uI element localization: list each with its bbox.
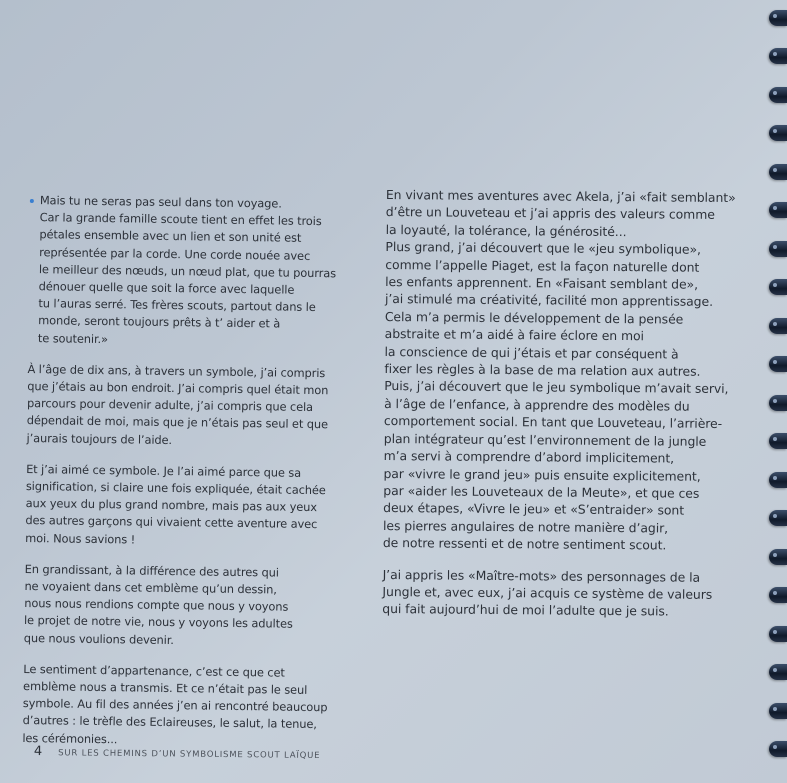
text-line: Puis, j’ai découvert que le jeu symbolique m’avait servi, xyxy=(384,378,729,397)
text-line: comme l’appelle Piaget, est la façon naturelle dont xyxy=(385,256,700,275)
text-line: Le sentiment d’appartenance, c’est ce que cet xyxy=(23,661,285,680)
text-line: le meilleur des nœuds, un nœud plat, que tu pourras xyxy=(38,261,337,281)
text-line: qui fait aujourd’hui de moi l’adulte que je suis. xyxy=(382,601,669,619)
running-title: SUR LES CHEMINS D’UN SYMBOLISME SCOUT LAÏQUE xyxy=(58,748,321,761)
text-line: pétales ensemble avec un lien et son unité est xyxy=(39,227,302,246)
text-line: nous nous rendions compte que nous y voyons xyxy=(24,596,289,614)
binding-ring-icon xyxy=(769,241,787,257)
text-line: la conscience de qui j’étais et par conséquent à xyxy=(384,343,679,362)
binding-ring-icon xyxy=(769,472,787,488)
text-line: te soutenir.» xyxy=(37,330,109,346)
spiral-binding xyxy=(765,0,787,783)
binding-ring-icon xyxy=(769,10,787,26)
text-line: à l’âge de l’enfance, à apprendre des modèles du xyxy=(384,395,690,414)
text-line: Mais tu ne seras pas seul dans ton voyage. xyxy=(39,193,282,211)
text-line: deux étapes, «Vivre le jeu» et «S’entraider» sont xyxy=(383,500,685,518)
paragraph-belonging xyxy=(22,661,353,752)
paragraph-age-ten xyxy=(26,361,357,452)
paragraph-maitre-mots xyxy=(382,566,712,621)
page-footer xyxy=(34,744,321,762)
text-line: de notre ressenti et de notre sentiment scout. xyxy=(382,535,667,553)
binding-ring-icon xyxy=(769,125,787,141)
binding-ring-icon xyxy=(769,318,787,334)
binding-ring-icon xyxy=(769,356,787,372)
quote-paragraph xyxy=(28,192,360,351)
text-line: Et j’ai aimé ce symbole. Je l’ai aimé parce que sa xyxy=(26,461,302,480)
text-line: les enfants apprennent. En «Faisant semblant de», xyxy=(385,274,699,292)
binding-ring-icon xyxy=(769,164,787,180)
text-line: que j’étais au bon endroit. J’ai compris quel était mon xyxy=(27,379,329,398)
text-line: plan intégrateur qu’est l’environnement de la jungle xyxy=(383,430,707,449)
text-line: En vivant mes aventures avec Akela, j’ai «fait semblant» xyxy=(385,186,736,206)
text-line: Jungle et, avec eux, j’ai acquis ce système de valeurs xyxy=(382,583,713,602)
text-line: moi. Nous savions ! xyxy=(25,530,136,547)
text-line: des autres garçons qui vivaient cette aventure avec xyxy=(25,513,318,532)
binding-ring-icon xyxy=(769,703,787,719)
paragraph-growing-up xyxy=(24,561,355,652)
binding-ring-icon xyxy=(769,395,787,411)
binding-ring-icon xyxy=(769,87,787,103)
text-line: m’a servi à comprendre d’abord implicitement, xyxy=(383,448,675,466)
text-line: aux yeux du plus grand nombre, mais pas aux yeux xyxy=(25,496,318,515)
text-line: Plus grand, j’ai découvert que le «jeu symbolique», xyxy=(385,239,702,257)
text-line: Cela m’a permis le développement de la pensée xyxy=(384,308,684,327)
text-line: symbole. Au fil des années j’en ai rencontré beaucoup xyxy=(22,696,328,715)
text-line: représentée par la corde. Une corde nouée avec xyxy=(39,244,311,263)
binding-ring-icon xyxy=(769,279,787,295)
text-line: emblème nous a transmis. Et ce n’était pas le seul xyxy=(23,679,308,697)
left-column xyxy=(22,192,360,765)
binding-ring-icon xyxy=(769,510,787,526)
text-line: par «vivre le grand jeu» puis ensuite explicitement, xyxy=(383,465,701,484)
text-line: abstraite et m’a aidé à faire éclore en moi xyxy=(384,326,645,344)
paragraph-akela xyxy=(382,186,736,554)
right-column xyxy=(382,186,736,635)
text-line: Car la grande famille scoute tient en effet les trois xyxy=(39,210,322,229)
text-line: les cérémonies... xyxy=(22,730,118,746)
binding-ring-icon xyxy=(769,587,787,603)
text-line: j’aurais toujours de l’aide. xyxy=(26,430,173,447)
binding-ring-icon xyxy=(769,549,787,565)
text-line: d’autres : le trèfle des Eclaireuses, le salut, la tenue, xyxy=(22,713,317,732)
binding-ring-icon xyxy=(769,626,787,642)
text-line: dénouer quelle que soit la force avec laquelle xyxy=(38,279,295,297)
bullet-icon xyxy=(30,199,34,203)
binding-ring-icon xyxy=(769,202,787,218)
text-line: j’ai stimulé ma créativité, facilité mon apprentissage. xyxy=(384,291,714,310)
binding-ring-icon xyxy=(769,664,787,680)
text-line: d’être un Louveteau et j’ai appris des valeurs comme xyxy=(385,204,715,223)
text-line: tu l’auras serré. Tes frères scouts, partout dans le xyxy=(38,296,316,315)
text-line: par «aider les Louveteaux de la Meute», et que ces xyxy=(383,482,700,501)
text-line: À l’âge de dix ans, à travers un symbole, j’ai compris xyxy=(27,361,326,380)
binding-ring-icon xyxy=(769,48,787,64)
text-line: monde, seront toujours prêts à t’ aider et à xyxy=(38,313,281,331)
text-line: signification, si claire une fois expliquée, était cachée xyxy=(25,479,326,498)
text-line: que nous voulions devenir. xyxy=(23,630,174,647)
text-line: dépendait de moi, mais que je n’étais pas seul et que xyxy=(26,413,329,432)
text-line: la loyauté, la tolérance, la générosité... xyxy=(385,221,627,239)
text-line: comportement social. En tant que Louveteau, l’arrière- xyxy=(383,413,723,432)
text-line: J’ai appris les «Maître-mots» des personnages de la xyxy=(382,566,701,585)
text-line: fixer les règles à la base de ma relation aux autres. xyxy=(384,361,701,379)
binding-ring-icon xyxy=(769,433,787,449)
binding-ring-icon xyxy=(769,741,787,757)
text-line: En grandissant, à la différence des autres qui xyxy=(24,561,279,580)
text-line: le projet de notre vie, nous y voyons les adultes xyxy=(23,613,293,632)
text-line: les pierres angulaires de notre manière d’agir, xyxy=(382,517,669,536)
text-line: ne voyaient dans cet emblème qu’un dessin, xyxy=(24,579,277,597)
text-line: parcours pour devenir adulte, j’ai compris que cela xyxy=(26,396,314,415)
page-number: 4 xyxy=(33,744,43,760)
paragraph-loved-symbol xyxy=(25,461,356,552)
